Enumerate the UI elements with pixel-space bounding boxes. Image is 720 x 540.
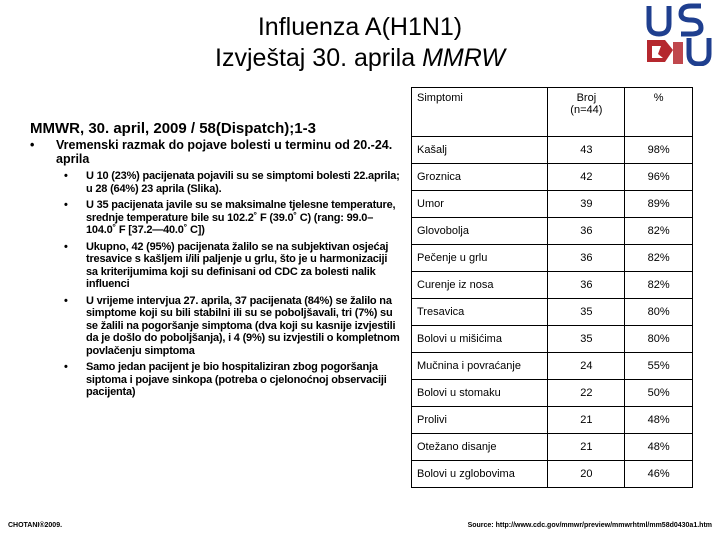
header-symptom: Simptomi (412, 88, 548, 137)
cell-symptom: Tresavica (412, 299, 548, 326)
table-row (412, 191, 693, 218)
cell-count: 43 (548, 137, 625, 164)
title-line-1: Influenza A(H1N1) (257, 13, 463, 41)
slide-title (150, 12, 570, 74)
table-row (412, 407, 693, 434)
cell-count: 24 (548, 353, 625, 380)
cell-count: 35 (548, 299, 625, 326)
cell-symptom: Bolovi u mišićima (412, 326, 548, 353)
main-bullet (28, 138, 400, 399)
cell-percent: 82% (625, 245, 693, 272)
table-row (412, 353, 693, 380)
cell-count: 35 (548, 326, 625, 353)
cell-symptom: Umor (412, 191, 548, 218)
cell-symptom: Kašalj (412, 137, 548, 164)
cell-symptom: Bolovi u stomaku (412, 380, 548, 407)
cell-percent: 48% (625, 407, 693, 434)
table-row (412, 245, 693, 272)
cell-percent: 48% (625, 434, 693, 461)
bullet-list (28, 138, 400, 403)
cell-percent: 82% (625, 218, 693, 245)
cell-percent: 55% (625, 353, 693, 380)
cell-percent: 96% (625, 164, 693, 191)
cell-count: 36 (548, 245, 625, 272)
title-line-2 (150, 43, 570, 74)
table-row (412, 218, 693, 245)
header-percent: % (625, 88, 693, 137)
cell-percent: 50% (625, 380, 693, 407)
table-row (412, 299, 693, 326)
cell-symptom: Groznica (412, 164, 548, 191)
footer-source: Source: http://www.cdc.gov/mmwr/preview/mmwrhtml/mm58d0430a1.htm (467, 522, 712, 529)
table-row (412, 434, 693, 461)
cell-count: 21 (548, 407, 625, 434)
cell-symptom: Mučnina i povraćanje (412, 353, 548, 380)
cell-symptom: Pečenje u grlu (412, 245, 548, 272)
cell-count: 39 (548, 191, 625, 218)
cell-count: 36 (548, 218, 625, 245)
sub-bullet-symptoms: • Ukupno, 42 (95%) pacijenata žalilo se na subjektivan osjećaj tresavice s kašljem i/ili paljenje u grlu, što je u harmonizaciji sa kriterijumima koji su definisani od CDC za bolesti nalik influenci (56, 241, 400, 291)
table-row (412, 137, 693, 164)
header-count (548, 88, 625, 137)
table-row (412, 380, 693, 407)
cell-percent: 89% (625, 191, 693, 218)
title-line-2-emphasis: MMRW (422, 44, 505, 72)
sub-bullet-temperature: • U 35 pacijenata javile su se maksimalne tjelesne temperature, srednje temperature bile su 102.2˚ F (39.0˚ C) (rang: 99.0–104.0˚ F [37.2—40.0˚ C]) (56, 199, 400, 237)
table-row (412, 461, 693, 488)
sub-bullet-onset: • U 10 (23%) pacijenata pojavili su se simptomi bolesti 22.aprila; u 28 (64%) 23 aprila (Slika). (56, 170, 400, 195)
cell-count: 42 (548, 164, 625, 191)
cell-count: 36 (548, 272, 625, 299)
footer-copyright: CHOTANI®2009. (8, 522, 63, 529)
table-row (412, 272, 693, 299)
table-header-row (412, 88, 693, 137)
header-count-label: Broj (576, 92, 597, 104)
cell-symptom: Otežano disanje (412, 434, 548, 461)
cell-count: 21 (548, 434, 625, 461)
title-line-2-text: Izvještaj 30. aprila (215, 44, 423, 72)
cell-symptom: Bolovi u zglobovima (412, 461, 548, 488)
sub-bullet-interview: • U vrijeme intervjua 27. aprila, 37 pacijenata (84%) se žalilo na simptome koji su bili stabilni ili su se poboljšavali, tri (7%) su se žalili na pogoršanje simptoma (dva koji su kasnije izvjestili da je došlo do poboljšanja), i 4 (9%) su izvjestili o kompletnom povlačenju simptoma (56, 295, 400, 358)
cell-percent: 46% (625, 461, 693, 488)
cell-symptom: Curenje iz nosa (412, 272, 548, 299)
report-citation: MMWR, 30. april, 2009 / 58(Dispatch);1-3 (30, 120, 316, 137)
cell-percent: 80% (625, 326, 693, 353)
cell-percent: 82% (625, 272, 693, 299)
cell-symptom: Prolivi (412, 407, 548, 434)
table-row (412, 326, 693, 353)
cell-percent: 80% (625, 299, 693, 326)
table-body (412, 137, 693, 488)
cell-symptom: Glovobolja (412, 218, 548, 245)
sub-bullet-hospitalized: • Samo jedan pacijent je bio hospitaliziran zbog pogoršanja siptoma i pojave sinkopa (potreba o cjelonoćnoj observaciji pacijenta) (56, 361, 400, 399)
cell-count: 20 (548, 461, 625, 488)
main-bullet-text: Vremenski razmak do pojave bolesti u terminu od 20.-24. aprila (56, 138, 393, 166)
symptoms-table (411, 87, 693, 488)
cell-percent: 98% (625, 137, 693, 164)
university-logo (643, 2, 715, 66)
cell-count: 22 (548, 380, 625, 407)
sub-bullet-list (56, 170, 400, 399)
table-row (412, 164, 693, 191)
header-count-n: (n=44) (570, 104, 603, 116)
